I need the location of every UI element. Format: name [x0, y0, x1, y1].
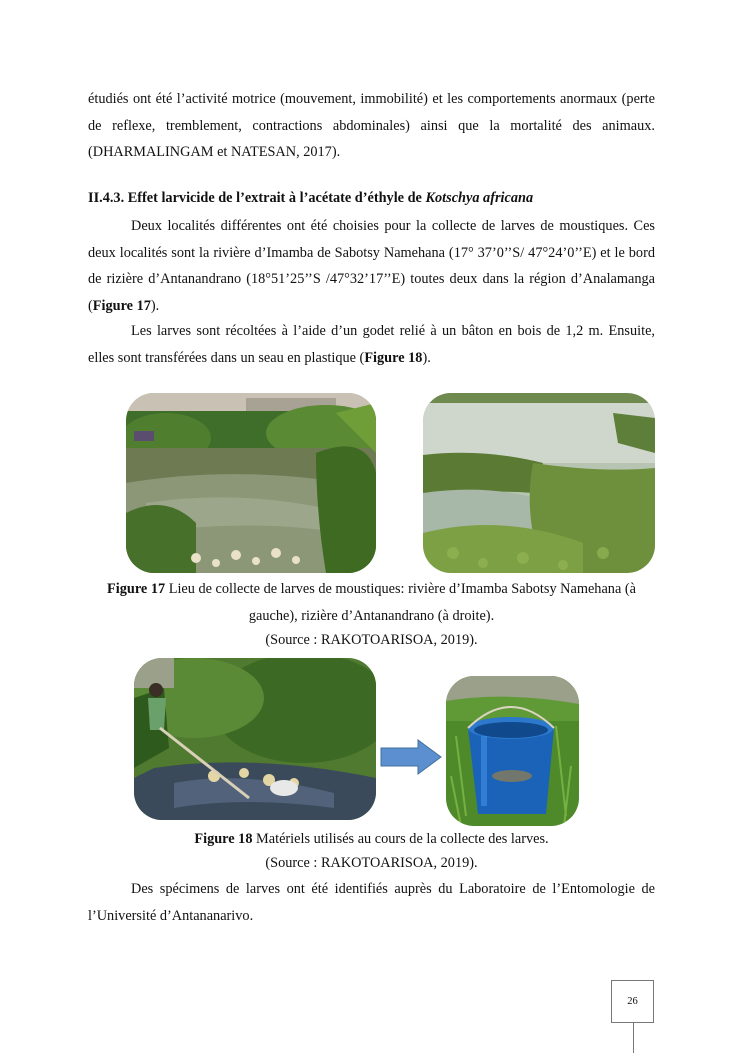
arrow-icon [380, 739, 442, 775]
photo-collecting-larvae [134, 658, 376, 820]
paragraph-collection-method [88, 318, 655, 371]
photo-antanandrano-ricefield [423, 393, 655, 573]
photo-plastic-bucket [446, 676, 579, 826]
p2-end: ). [422, 349, 431, 366]
page-number-box [611, 980, 654, 1023]
p1-end: ). [150, 297, 160, 314]
paragraph-collection-sites [88, 213, 655, 319]
figure18-reference[interactable]: Figure 18 [364, 349, 423, 366]
figure17-source: (Source : RAKOTOARISOA, 2019). [265, 632, 478, 648]
page-number-line [633, 1023, 634, 1053]
section-heading-species: Kotschya africana [425, 190, 534, 206]
section-heading [88, 190, 533, 207]
photo-imamba-river [126, 393, 376, 573]
page-number: 26 [627, 996, 638, 1007]
closing-paragraph: Des spécimens de larves ont été identifiés auprès du Laboratoire de l’Entomologie de l’Université d’Antananarivo. [88, 881, 655, 924]
figure18-label: Figure 18 [194, 831, 253, 847]
intro-paragraph: étudiés ont été l’activité motrice (mouvement, immobilité) et les comportements anormaux (perte de reflexe, tremblement, contractions abdominales) ainsi que la mortalité des animaux. (DHARMALINGAM et NATESAN, 2017). [88, 91, 655, 160]
section-heading-prefix: II.4.3. Effet larvicide de l’extrait à l’acétate d’éthyle de [88, 190, 426, 206]
figure18-source: (Source : RAKOTOARISOA, 2019). [265, 855, 478, 871]
p2-text: Les larves sont récoltées à l’aide d’un godet relié à un bâton en bois de 1,2 m. Ensuite, elles sont transférées dans un seau en plastique ( [88, 323, 655, 366]
figure17-reference[interactable]: Figure 17 [92, 297, 151, 314]
figure17-label: Figure 17 [107, 581, 166, 597]
figure17-caption-text: Lieu de collecte de larves de moustiques: rivière d’Imamba Sabotsy Namehana (à gauche), rizière d’Antanandrano (à droite). [165, 581, 636, 624]
figure17-caption [88, 576, 655, 629]
figure18-caption [88, 826, 655, 853]
p1-text: Deux localités différentes ont été choisies pour la collecte de larves de moustiques. Ces deux localités sont la rivière d’Imamba de Sabotsy Namehana (17° 37’0’’S/ 47°24’0’’E) et le bord de rizière d’Antanandrano (18°51’25’’S /47°32’17’’E) toutes deux dans la région d’Analamanga ( [88, 218, 655, 314]
figure18-caption-text: Matériels utilisés au cours de la collecte des larves. [252, 831, 549, 847]
